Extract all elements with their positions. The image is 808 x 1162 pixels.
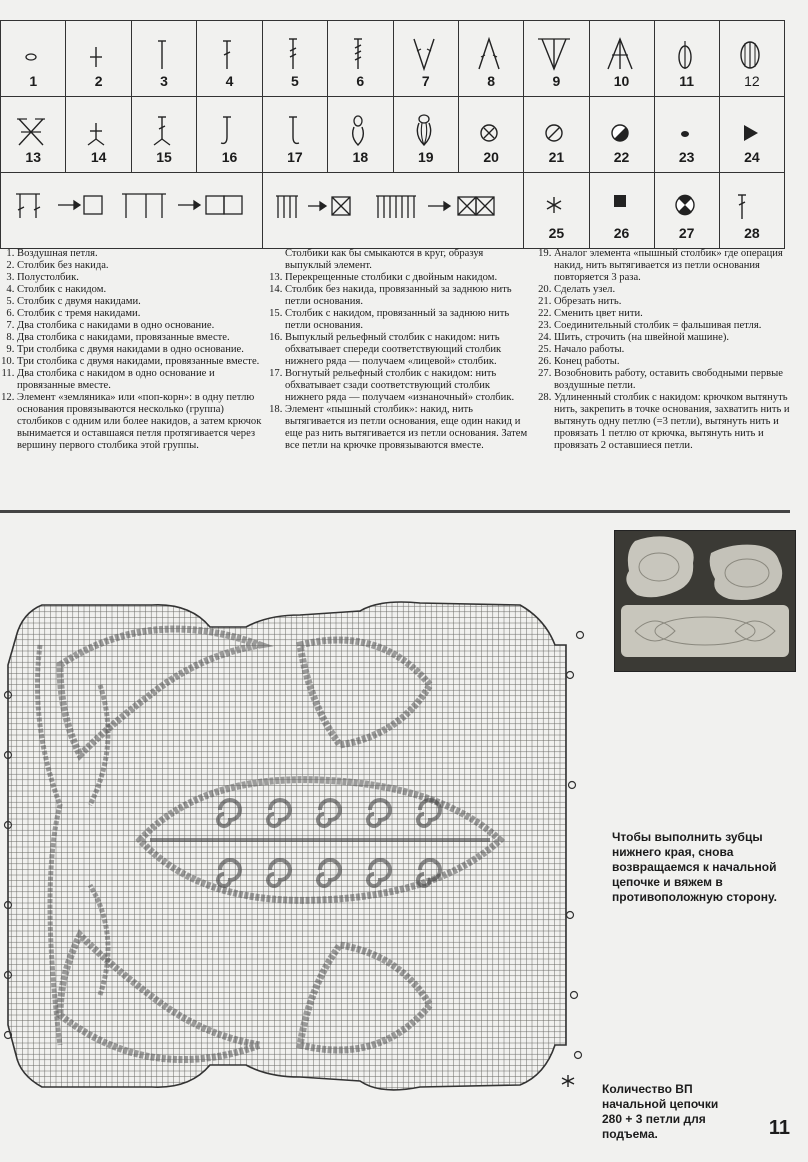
note-item: 9. Три столбика с двумя накидами в одно основание. [17, 344, 265, 356]
slip-stitch-icon [655, 109, 715, 149]
two-dc-same-base-icon [394, 33, 454, 73]
legend-number: 26 [613, 224, 630, 241]
note-item: 22. Сменить цвет нити. [554, 308, 792, 320]
legend-number: 7 [421, 72, 430, 89]
note-item: 7. Два столбика с накидами в одно основание. [17, 320, 265, 332]
note-item: 4. Столбик с накидом. [17, 284, 265, 296]
caption-line: 280 + 3 петли для [602, 1112, 706, 1126]
legend-number: 9 [552, 72, 561, 89]
side-caption: Чтобы выполнить зубцы нижнего края, снова возвращаемся к начальной цепочке и вяжем в противоположную сторону. [612, 830, 777, 904]
legend-number: 21 [548, 148, 565, 165]
note-item: 16. Выпуклый рельефный столбик с накидом: нить обхватывает спереди соответствующий столбик нижнего ряда — получаем «лицевой» столбик. [285, 332, 530, 368]
legend-cell-19 [393, 97, 458, 173]
note-item: 27. Возобновить работу, оставить свободными первые воздушные петли. [554, 368, 792, 392]
legend-cell-21 [524, 97, 589, 173]
legend-cell-2 [66, 21, 131, 97]
double-crochet-icon [197, 33, 257, 73]
doily-photo-image [615, 531, 795, 671]
legend-number: 12 [744, 72, 760, 89]
popcorn-large-icon [720, 33, 780, 73]
notes-column-2 [268, 248, 530, 452]
legend-number: 23 [678, 148, 695, 165]
legend-number: 27 [678, 224, 695, 241]
legend-cell-26 [589, 173, 654, 249]
note-item: 26. Конец работы. [554, 356, 792, 368]
caption-line: подъема. [602, 1127, 658, 1141]
treble-crochet-icon [263, 33, 323, 73]
sc-back-loop-icon [66, 109, 126, 149]
legend-cell-8 [458, 21, 523, 97]
extended-dc-icon [720, 185, 780, 225]
legend-cell-24 [719, 97, 784, 173]
legend-cell-20 [458, 97, 523, 173]
legend-number: 10 [613, 72, 630, 89]
end-square-icon [590, 185, 650, 225]
legend-number: 11 [679, 72, 695, 89]
bottom-caption [602, 1082, 762, 1142]
legend-cell-9 [524, 21, 589, 97]
legend-number: 19 [417, 148, 434, 165]
legend-cell-23 [654, 97, 719, 173]
legend-number: 18 [352, 148, 369, 165]
note-item: 21. Обрезать нить. [554, 296, 792, 308]
legend-conversion-1 [1, 173, 263, 249]
legend-number: 17 [287, 148, 303, 165]
legend-number: 6 [356, 72, 365, 89]
legend-number: 24 [744, 148, 760, 165]
legend-number: 28 [744, 224, 760, 241]
legend-cell-28 [719, 173, 784, 249]
legend-row-2 [1, 97, 785, 173]
legend-cell-18 [328, 97, 393, 173]
legend-cell-1 [1, 21, 66, 97]
note-item: 15. Столбик с накидом, провязанный за заднюю нить петли основания. [285, 308, 530, 332]
caption-line: Количество ВП [602, 1082, 693, 1096]
page-number: 11 [768, 1117, 790, 1139]
note-item: 23. Соединительный столбик = фальшивая петля. [554, 320, 792, 332]
half-double-icon [132, 33, 192, 73]
note-item: 28. Удлиненный столбик с накидом: крючком вытянуть нить, закрепить в точке основания, захватить нить и вытянуть одну петлю (=3 петли), вытянуть нить и провязать 1 петлю от крючка, вытянуть нить и провязать 2 оставшиеся петли. [554, 392, 792, 452]
notes-column-3 [537, 248, 792, 452]
legend-cell-25 [524, 173, 589, 249]
chart-outline [8, 602, 566, 1090]
legend-cell-4 [197, 21, 262, 97]
start-asterisk-icon [524, 185, 584, 225]
note-continuation: Столбики как бы смыкаются в круг, образуя выпуклый элемент. [285, 248, 484, 271]
note-item: 11. Два столбика с накидом в одно основание и провязанные вместе. [17, 368, 265, 392]
legend-row-1 [1, 21, 785, 97]
legend-cell-7 [393, 21, 458, 97]
legend-cell-11 [654, 21, 719, 97]
chart-grid [0, 595, 570, 1097]
legend-number: 13 [25, 148, 41, 165]
note-item: 5. Столбик с двумя накидами. [17, 296, 265, 308]
note-item: 1. Воздушная петля. [17, 248, 265, 260]
cut-thread-icon [524, 109, 584, 149]
legend-number: 3 [160, 72, 168, 89]
dc-back-loop-icon [132, 109, 192, 149]
chain-stitch-icon [1, 33, 61, 73]
front-post-dc-icon [197, 109, 257, 149]
legend-number: 15 [156, 148, 172, 165]
section-divider [0, 510, 790, 513]
note-item: 8. Два столбика с накидами, провязанные вместе. [17, 332, 265, 344]
legend-number: 25 [548, 224, 565, 241]
three-tr-same-base-icon [524, 33, 584, 73]
legend-conversion-2 [262, 173, 524, 249]
back-post-dc-icon [263, 109, 323, 149]
two-dc-together-icon [459, 33, 519, 73]
three-tr-together-icon [590, 33, 650, 73]
legend-cell-16 [197, 97, 262, 173]
puff-stitch-large-icon [394, 109, 454, 149]
legend-number: 22 [613, 148, 630, 165]
note-item: 2. Столбик без накида. [17, 260, 265, 272]
make-knot-icon [459, 109, 519, 149]
crossed-stitch-icon [1, 109, 61, 149]
note-item: 19. Аналог элемента «пышный столбик» где операция накид, нить вытягивается из петли основания повторяется 3 раза. [554, 248, 792, 284]
note-item: 17. Вогнутый рельефный столбик с накидом: нить обхватывает сзади соответствующий столбик нижнего ряда — получаем «изнаночный» столбик. [285, 368, 530, 404]
doily-photo [614, 530, 796, 672]
note-item: 12. Элемент «земляника» или «поп-корн»: в одну петлю основания провязываются несколько (группа) столбиков с одним или более накидов, а затем крючок вынимается и оставшаяся петля протягивается через вершину первого столбика этой группы. [17, 392, 265, 452]
legend-cell-17 [262, 97, 327, 173]
legend-cell-27 [654, 173, 719, 249]
legend-number: 4 [225, 72, 234, 89]
notes-column-1 [0, 248, 265, 452]
legend-number: 5 [291, 72, 299, 89]
puff-stitch-icon [328, 109, 388, 149]
chain-to-square-diagram [6, 178, 256, 238]
legend-number: 20 [483, 148, 499, 165]
legend-cell-12 [719, 21, 784, 97]
legend-number: 16 [221, 148, 238, 165]
legend-number: 14 [90, 148, 107, 165]
note-item: 14. Столбик без накида, провязанный за заднюю нить петли основания. [285, 284, 530, 308]
legend-cell-10 [589, 21, 654, 97]
single-crochet-icon [66, 33, 126, 73]
legend-cell-5 [262, 21, 327, 97]
popcorn-small-icon [655, 33, 715, 73]
note-item: 6. Столбик с тремя накидами. [17, 308, 265, 320]
symbol-legend-table [0, 20, 785, 249]
legend-cell-3 [131, 21, 196, 97]
caption-line: начальной цепочки [602, 1097, 719, 1111]
double-treble-icon [328, 33, 388, 73]
legend-number: 8 [487, 72, 496, 89]
legend-number: 1 [29, 72, 38, 89]
note-item: 3. Полустолбик. [17, 272, 265, 284]
change-color-icon [590, 109, 650, 149]
note-item: 20. Сделать узел. [554, 284, 792, 296]
note-item: 10. Три столбика с двумя накидами, провязанные вместе. [17, 356, 265, 368]
resume-work-icon [655, 185, 715, 225]
legend-cell-14 [66, 97, 131, 173]
sew-triangle-icon [720, 109, 780, 149]
legend-number: 2 [94, 72, 103, 89]
legend-row-3 [1, 173, 785, 249]
legend-cell-6 [328, 21, 393, 97]
legend-cell-15 [131, 97, 196, 173]
filet-crochet-chart [0, 585, 600, 1105]
legend-cell-22 [589, 97, 654, 173]
start-marker [562, 1075, 574, 1087]
note-item: 18. Элемент «пышный столбик»: накид, нить вытягивается из петли основания, еще один накид и еще раз нить вытягивается из петли основания. Затем все петли на крючке провязываются вместе. [285, 404, 530, 452]
note-item: 24. Шить, строчить (на швейной машине). [554, 332, 792, 344]
stitches-to-filled-square-diagram [268, 178, 518, 238]
note-item: 13. Перекрещенные столбики с двойным накидом. [285, 272, 530, 284]
legend-cell-13 [1, 97, 66, 173]
note-item: 25. Начало работы. [554, 344, 792, 356]
